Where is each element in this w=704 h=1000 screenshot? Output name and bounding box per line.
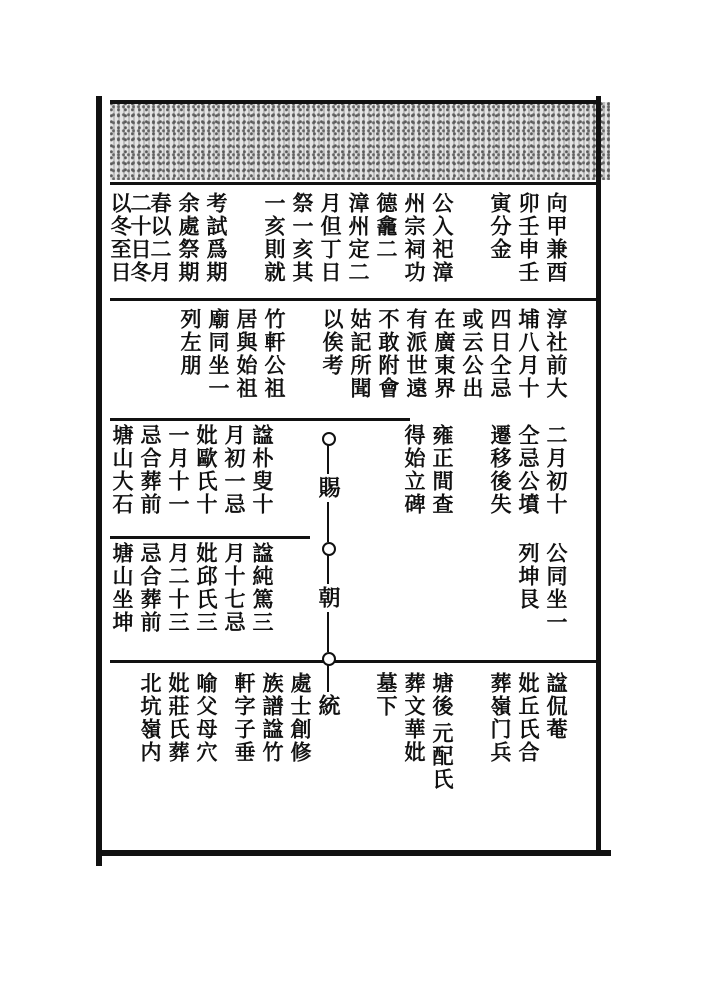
text-column: 族譜諡竹 bbox=[260, 672, 285, 764]
text-column: 遷移後失 bbox=[488, 424, 513, 516]
divider-2 bbox=[110, 298, 600, 301]
text-column: 塘後 bbox=[430, 672, 455, 718]
text-column: 忌合葬前 bbox=[138, 542, 163, 634]
text-column: 竹軒公祖 bbox=[262, 308, 287, 400]
text-column: 列左朋 bbox=[178, 308, 203, 377]
text-column: 妣歐氏十 bbox=[194, 424, 219, 516]
lineage-node bbox=[322, 652, 336, 666]
text-column: 或云公出 bbox=[460, 308, 485, 400]
text-column: 忌合葬前 bbox=[138, 424, 163, 516]
text-column: 以冬至日 bbox=[108, 192, 133, 284]
text-column: 卯壬申壬 bbox=[516, 192, 541, 284]
left-border bbox=[96, 96, 102, 866]
text-column: 諡朴叟十 bbox=[250, 424, 275, 516]
lineage-node bbox=[322, 542, 336, 556]
text-column: 墓下 bbox=[374, 672, 399, 718]
text-column: 一月十一 bbox=[166, 424, 191, 516]
text-column: 雍正間查 bbox=[430, 424, 455, 516]
lineage-connector bbox=[327, 502, 329, 542]
lineage-gen3: 統 bbox=[315, 694, 341, 718]
lineage-connector bbox=[327, 444, 329, 474]
text-column: 二十日冬 bbox=[128, 192, 153, 284]
text-column: 得始立碑 bbox=[402, 424, 427, 516]
bottom-border bbox=[96, 850, 611, 856]
lineage-gen2: 朝 bbox=[315, 586, 341, 610]
text-column: 公同坐一 bbox=[544, 542, 569, 634]
text-column: 二月初十 bbox=[544, 424, 569, 516]
text-column: 有派世遠 bbox=[404, 308, 429, 400]
text-column: 一亥則就 bbox=[262, 192, 287, 284]
text-column: 向甲兼酉 bbox=[544, 192, 569, 284]
divider-1 bbox=[110, 182, 600, 185]
right-border bbox=[596, 96, 601, 856]
text-column: 春以二月 bbox=[148, 192, 173, 284]
text-column: 不敢附會 bbox=[376, 308, 401, 400]
text-column: 葬嶺门兵 bbox=[488, 672, 513, 764]
text-column: 居與始祖 bbox=[234, 308, 259, 400]
text-column: 妣莊氏葬 bbox=[166, 672, 191, 764]
text-column: 塘山大石 bbox=[110, 424, 135, 516]
text-column: 淳社前大 bbox=[544, 308, 569, 400]
text-column: 月十七忌 bbox=[222, 542, 247, 634]
text-column: 北坑嶺内 bbox=[138, 672, 163, 764]
divider-3 bbox=[110, 418, 410, 421]
text-column: 喻父母穴 bbox=[194, 672, 219, 764]
text-column: 月但丁日 bbox=[318, 192, 343, 284]
text-column: 葬文華妣 bbox=[402, 672, 427, 764]
text-column: 塘山坐坤 bbox=[110, 542, 135, 634]
text-column: 妣邱氏三 bbox=[194, 542, 219, 634]
text-column: 寅分金 bbox=[488, 192, 513, 261]
text-column: 余處祭期 bbox=[176, 192, 201, 284]
text-column: 姑記所聞 bbox=[348, 308, 373, 400]
text-column: 以俟考 bbox=[320, 308, 345, 377]
text-column: 在廣東界 bbox=[432, 308, 457, 400]
text-column: 諡侃菴 bbox=[544, 672, 569, 741]
lineage-gen1: 賜 bbox=[315, 476, 341, 500]
text-column: 公入祀漳 bbox=[430, 192, 455, 284]
text-column: 元配氏 bbox=[430, 722, 455, 791]
lineage-connector bbox=[327, 554, 329, 584]
text-column: 月二十三 bbox=[166, 542, 191, 634]
text-column: 軒字子垂 bbox=[232, 672, 257, 764]
top-border bbox=[110, 100, 600, 104]
page-header-band bbox=[110, 102, 610, 180]
text-column: 處士創修 bbox=[288, 672, 313, 764]
lineage-node bbox=[322, 432, 336, 446]
text-column: 考試爲期 bbox=[204, 192, 229, 284]
text-column: 諡純篤三 bbox=[250, 542, 275, 634]
text-column: 列坤艮 bbox=[516, 542, 541, 611]
text-column: 妣丘氏合 bbox=[516, 672, 541, 764]
genealogy-page bbox=[96, 96, 624, 866]
text-column: 祭一亥其 bbox=[290, 192, 315, 284]
divider-4 bbox=[110, 536, 310, 539]
text-column: 四日仝忌 bbox=[488, 308, 513, 400]
text-column: 州宗祠功 bbox=[402, 192, 427, 284]
text-column: 德龕二 bbox=[374, 192, 399, 261]
text-column: 仝忌公墳 bbox=[516, 424, 541, 516]
text-column: 廟同坐一 bbox=[206, 308, 231, 400]
text-column: 埔八月十 bbox=[516, 308, 541, 400]
text-column: 月初一忌 bbox=[222, 424, 247, 516]
lineage-connector bbox=[327, 612, 329, 652]
text-column: 漳州定二 bbox=[346, 192, 371, 284]
lineage-connector bbox=[327, 664, 329, 692]
divider-5 bbox=[110, 660, 600, 663]
